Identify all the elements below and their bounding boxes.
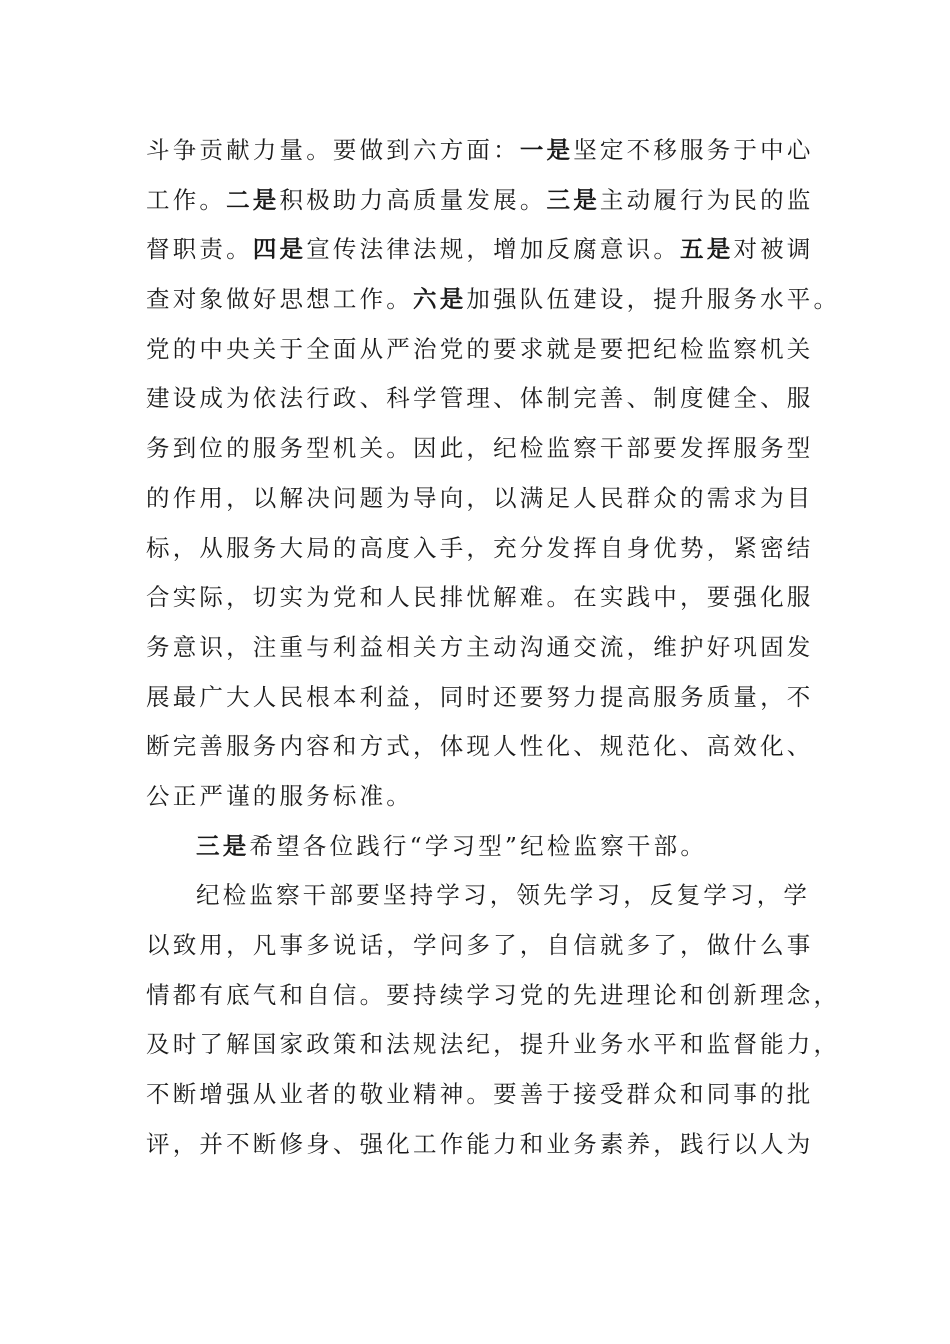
- text-line: 建设成为依法行政、科学管理、体制完善、制度健全、服: [146, 384, 814, 413]
- enumeration-label: 三是: [196, 831, 250, 860]
- text-line: 公正严谨的服务标准。: [146, 781, 413, 810]
- body-text: [146, 126, 841, 1169]
- text-line: 展最广大人民根本利益，同时还要努力提高服务质量，不: [146, 682, 814, 711]
- text-line: 以致用，凡事多说话，学问多了，自信就多了，做什么事: [146, 931, 814, 959]
- enumeration-label: 二是: [226, 185, 280, 214]
- text-line: 的作用，以解决问题为导向，以满足人民群众的需求为目: [146, 483, 814, 512]
- text-line: 情都有底气和自信。要持续学习党的先进理论和创新理念，: [146, 980, 841, 1009]
- text-line: 查对象做好思想工作。六是加强队伍建设，提升服务水平。: [146, 285, 841, 314]
- enumeration-label: 五是: [680, 235, 734, 264]
- text-line: 断完善服务内容和方式，体现人性化、规范化、高效化、: [146, 732, 814, 761]
- text-line: 工作。二是积极助力高质量发展。三是主动履行为民的监: [146, 185, 814, 214]
- text-line: 及时了解国家政策和法规法纪，提升业务水平和监督能力，: [146, 1030, 841, 1059]
- enumeration-label: 一是: [519, 136, 574, 164]
- enumeration-label: 四是: [252, 235, 307, 264]
- text-line: 党的中央关于全面从严治党的要求就是要把纪检监察机关: [146, 334, 814, 363]
- text-line: 务意识，注重与利益相关方主动沟通交流，维护好巩固发: [146, 632, 814, 661]
- enumeration-label: 六是: [413, 285, 467, 314]
- text-line: 不断增强从业者的敬业精神。要善于接受群众和同事的批: [146, 1080, 814, 1109]
- text-line: 标，从服务大局的高度入手，充分发挥自身优势，紧密结: [146, 533, 814, 562]
- enumeration-label: 三是: [546, 185, 600, 214]
- text-line: 斗争贡献力量。要做到六方面：一是坚定不移服务于中心: [146, 136, 814, 164]
- text-line: 合实际，切实为党和人民排忧解难。在实践中，要强化服: [146, 583, 814, 612]
- text-line: 务到位的服务型机关。因此，纪检监察干部要发挥服务型: [146, 434, 814, 463]
- text-line: 纪检监察干部要坚持学习，领先学习，反复学习，学: [196, 881, 811, 910]
- text-line: 评，并不断修身、强化工作能力和业务素养，践行以人为: [146, 1129, 814, 1158]
- section-heading: 三是希望各位践行“学习型”纪检监察干部。: [196, 831, 708, 860]
- text-line: 督职责。四是宣传法律法规，增加反腐意识。五是对被调: [146, 235, 814, 264]
